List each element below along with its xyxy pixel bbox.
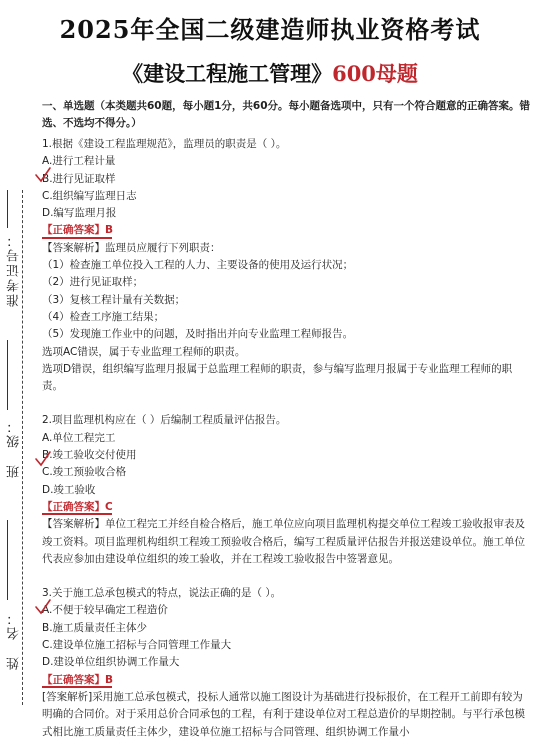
correct-answer-text: 【正确答案】B bbox=[42, 224, 114, 237]
option-b: B.施工质量责任主体少 bbox=[42, 621, 148, 634]
option-d: D.竣工验收 bbox=[42, 483, 96, 496]
page-title: 2025年全国二级建造师执业资格考试 bbox=[59, 15, 481, 44]
page-subtitle bbox=[0, 58, 540, 88]
option-d: D.编写监理月报 bbox=[42, 207, 117, 220]
name-underline bbox=[7, 520, 8, 600]
name-label: 姓 名： bbox=[7, 610, 22, 670]
class-label: 班 级： bbox=[7, 418, 22, 478]
question-3 bbox=[42, 585, 532, 741]
explanation-line: （5）发现施工作业中的问题，及时指出并向专业监理工程师报告。 bbox=[42, 328, 354, 341]
correct-answer bbox=[42, 222, 532, 239]
explanation-line: 【答案解析】监理员应履行下列职责： bbox=[42, 241, 221, 254]
answer-underline bbox=[42, 237, 112, 239]
question-2 bbox=[42, 412, 532, 568]
explanation-line: 【答案解析】单位工程完工并经自检合格后，施工单位应向项目监理机构提交单位工程竣工验收报审表及竣工资料。项目监理机构组织工程竣工预验收合格后，编写工程质量评估报告并报送建设单位。施工单位代表应参加由建设单位组织的竣工验收，并在工程竣工验收报告中签署意见。 bbox=[42, 518, 525, 565]
check-mark-icon bbox=[34, 166, 52, 184]
id-number-underline bbox=[7, 190, 8, 228]
question-stem: 2.项目监理机构应在（ ）后编制工程质量评估报告。 bbox=[42, 414, 287, 427]
check-mark-icon bbox=[34, 598, 52, 616]
option-c: C.组织编写监理日志 bbox=[42, 189, 137, 202]
subtitle-count: 600母题 bbox=[332, 61, 418, 86]
option-d: D.建设单位组织协调工作量大 bbox=[42, 656, 180, 669]
option-c: C.竣工预验收合格 bbox=[42, 466, 127, 479]
question-stem: 3.关于施工总承包模式的特点，说法正确的是（ ）。 bbox=[42, 587, 282, 600]
option-a: A.单位工程完工 bbox=[42, 431, 116, 444]
correct-answer-text: 【正确答案】C bbox=[42, 500, 113, 513]
explanation-line: [答案解析]采用施工总承包模式，投标人通常以施工图设计为基础进行投标报价，在工程开工前即有较为明确的合同价。对于采用总价合同承包的工程，有利于建设单位对工程总造价的早期控制。与平行承包模式相比施工质量责任主体少，建设单位施工招标与合同管理、组织协调工作量小 bbox=[42, 690, 525, 738]
option-a: A.不便于较早确定工程造价 bbox=[42, 604, 168, 617]
option-c: C.建设单位施工招标与合同管理工作量大 bbox=[42, 639, 232, 652]
answer-underline bbox=[42, 513, 112, 515]
class-underline bbox=[7, 340, 8, 410]
correct-answer bbox=[42, 499, 532, 516]
explanation-line: （4）检查工序施工结果； bbox=[42, 310, 165, 323]
correct-answer bbox=[42, 672, 532, 689]
explanation-line: （2）进行见证取样； bbox=[42, 276, 144, 289]
correct-answer-text: 【正确答案】B bbox=[42, 673, 114, 686]
section-intro: 一、单选题（本类题共60题，每小题1分，共60分。每小题备选项中，只有一个符合题意的正确答案。错选、不选均不得分。） bbox=[42, 100, 531, 129]
id-number-label: 准考证号： bbox=[7, 232, 22, 307]
explanation-line: 选项AC错误，属于专业监理工程师的职责。 bbox=[42, 345, 246, 358]
subtitle-book: 《建设工程施工管理》 bbox=[122, 61, 333, 86]
question-content bbox=[42, 98, 532, 741]
option-b: B.竣工验收交付使用 bbox=[42, 449, 137, 462]
question-1 bbox=[42, 136, 532, 395]
check-mark-icon bbox=[34, 450, 52, 468]
explanation-line: （3）复核工程计量有关数据； bbox=[42, 293, 186, 306]
explanation-line: （1）检查施工单位投入工程的人力、主要设备的使用及运行状况； bbox=[42, 259, 354, 272]
explanation-line: 选项D错误，组织编写监理月报属于总监理工程师的职责，参与编写监理月报属于专业监理工程师的职责。 bbox=[42, 362, 513, 393]
question-stem: 1.根据《建设工程监理规范》，监理员的职责是（ ）。 bbox=[42, 138, 287, 150]
option-b: B.进行见证取样 bbox=[42, 172, 116, 185]
option-a: A.进行工程计量 bbox=[42, 155, 116, 168]
answer-underline bbox=[42, 686, 112, 688]
